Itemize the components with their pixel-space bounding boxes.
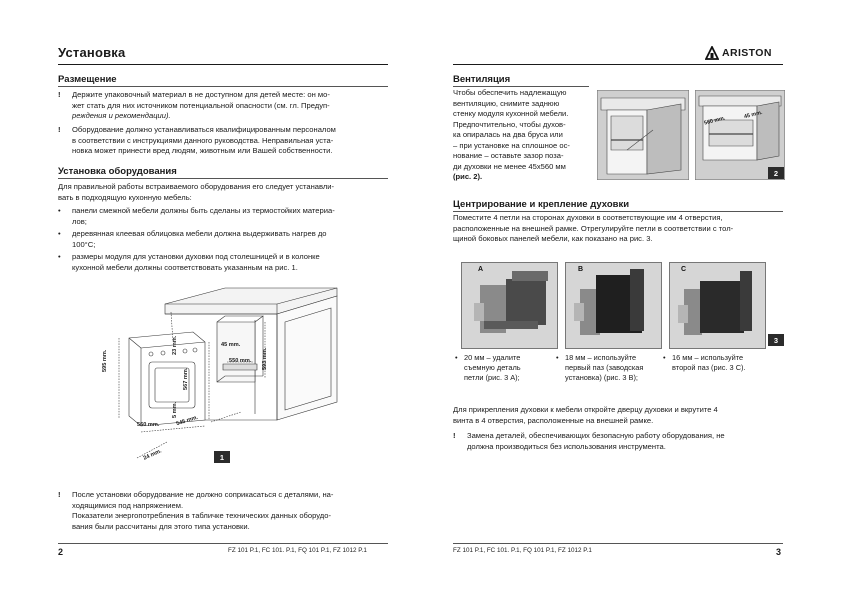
fixing-line: винта в 4 отверстия, расположенные на внешней рамке. bbox=[453, 415, 654, 425]
placement-note-2 bbox=[58, 125, 388, 157]
fixing-text bbox=[453, 405, 788, 426]
vent-line: – при установке на сплошное ос- bbox=[453, 140, 570, 150]
dim-560: 560 mm. bbox=[137, 422, 160, 428]
left-footer-models: FZ 101 P.1, FC 101. P.1, FQ 101 P.1, FZ 1012 P.1 bbox=[228, 547, 367, 554]
figure-3b-photo bbox=[565, 262, 662, 349]
warning-mark: ! bbox=[453, 431, 456, 440]
panel-c-label: C bbox=[681, 266, 687, 273]
caption-line: первый паз (заводская bbox=[565, 363, 644, 372]
fig2-dim-560: 560 mm. bbox=[703, 115, 726, 127]
bullet-line: лов; bbox=[72, 216, 87, 226]
note-line: После установки оборудование не должно соприкасаться с деталями, на- bbox=[72, 490, 334, 499]
vent-line: ка опиралась на два бруса или bbox=[453, 130, 563, 139]
panel-a-label: A bbox=[478, 266, 484, 273]
caption-line: 20 мм – удалите bbox=[464, 353, 521, 362]
hinge-photo-c bbox=[670, 263, 765, 348]
warning-mark: ! bbox=[58, 490, 61, 499]
ventilation-heading: Вентиляция bbox=[453, 74, 511, 85]
title-rule bbox=[58, 64, 388, 65]
install-bullet-1 bbox=[58, 206, 388, 227]
vent-line: нование – оставьте зазор поза- bbox=[453, 151, 564, 160]
install-heading: Установка оборудования bbox=[58, 166, 177, 177]
ventilation-rule bbox=[453, 86, 589, 87]
dim-5: 5 mm. bbox=[172, 401, 178, 418]
brand-logo bbox=[705, 46, 772, 60]
note-line: Показатели энергопотребления в табличке технических данных оборудо- bbox=[72, 511, 331, 520]
bullet-icon: • bbox=[455, 353, 458, 362]
dim-593: 593 mm. bbox=[262, 347, 268, 370]
vent-line: стенку модуля кухонной мебели. bbox=[453, 109, 569, 118]
vent-line: ди духовки не менее 45х560 мм bbox=[453, 161, 566, 171]
note-line: вания были рассчитаны для этого типа установки. bbox=[72, 521, 250, 531]
right-footer-models: FZ 101 P.1, FC 101. P.1, FQ 101 P.1, FZ 1012 P.1 bbox=[453, 547, 592, 554]
figure-1-drawing bbox=[105, 282, 350, 468]
caption-a bbox=[455, 353, 555, 383]
hinge-photo-a bbox=[462, 263, 557, 348]
placement-note-1 bbox=[58, 90, 388, 122]
warning-mark: ! bbox=[58, 90, 61, 99]
vent-line: Чтобы обеспечить надлежащую bbox=[453, 88, 567, 97]
note-line: Держите упаковочный материал в не доступном для детей месте: он мо- bbox=[72, 90, 330, 99]
figure-3a-photo bbox=[461, 262, 558, 349]
left-page-title: Установка bbox=[58, 45, 126, 60]
figure-2-badge: 2 bbox=[768, 167, 784, 179]
hinge-photo-b bbox=[566, 263, 661, 348]
brand-name: ARISTON bbox=[722, 47, 772, 59]
dim-23: 23 mm. bbox=[172, 335, 178, 355]
centering-heading: Центрирование и крепление духовки bbox=[453, 199, 630, 210]
figure-1-badge: 1 bbox=[214, 451, 230, 463]
figure-2-cabinet-left bbox=[597, 90, 689, 180]
bullet-line: кухонной мебели должны соответствовать указанным на рис. 1. bbox=[72, 262, 298, 272]
install-rule bbox=[58, 178, 388, 179]
dim-595: 595 mm. bbox=[102, 349, 108, 372]
caption-line: 18 мм – используйте bbox=[565, 353, 637, 362]
caption-c bbox=[663, 353, 767, 373]
install-bullet-2 bbox=[58, 229, 388, 250]
intro-line: Для правильной работы встраиваемого оборудования его следует устанавли- bbox=[58, 182, 335, 191]
bullet-icon: • bbox=[58, 206, 61, 215]
bullet-line: 100°С; bbox=[72, 239, 96, 249]
figure-3c-photo bbox=[669, 262, 766, 349]
fixing-line: Для прикрепления духовки к мебели откройте дверцу духовки и вкрутите 4 bbox=[453, 405, 718, 414]
bottom-note bbox=[58, 490, 388, 532]
caption-line: петли (рис. 3 А); bbox=[464, 373, 520, 382]
fig2-dim-45: 45 mm. bbox=[743, 109, 764, 121]
vent-line: вентиляцию, снимите заднюю bbox=[453, 98, 560, 108]
placement-rule bbox=[58, 86, 388, 87]
ventilation-text bbox=[453, 88, 593, 183]
centering-line: расположенные на внешней рамке. Отрегулируйте петли в соответствии с тол- bbox=[453, 223, 734, 233]
vent-line: (рис. 2). bbox=[453, 172, 483, 181]
note-line: новка может принести вред людям, животным или Вашей собственности. bbox=[72, 146, 333, 155]
bullet-icon: • bbox=[58, 229, 61, 238]
note-line: ходящимися под напряжением. bbox=[72, 500, 184, 510]
bullet-line: деревянная клеевая облицовка мебели должна выдерживать нагрев до bbox=[72, 229, 327, 238]
right-title-rule bbox=[453, 64, 783, 65]
replacement-warning bbox=[453, 431, 788, 452]
caption-line: 16 мм – используйте bbox=[672, 353, 744, 362]
note-line: жет стать для них источником потенциальной опасности (см. гл. Предуп- bbox=[72, 100, 330, 110]
centering-rule bbox=[453, 211, 783, 212]
dim-24: 24 mm. bbox=[142, 448, 163, 462]
bullet-line: панели смежной мебели должны быть сделаны из термостойких материа- bbox=[72, 206, 335, 215]
note-line: Оборудование должно устанавливаться квалифицированным персоналом bbox=[72, 125, 336, 134]
dim-567: 567 mm. bbox=[183, 367, 189, 390]
intro-line: вать в подходящую кухонную мебель: bbox=[58, 192, 192, 202]
figure-3-badge: 3 bbox=[768, 334, 784, 346]
centering-line: Поместите 4 петли на сторонах духовки в соответствующие им 4 отверстия, bbox=[453, 213, 723, 222]
caption-b bbox=[556, 353, 660, 383]
placement-heading: Размещение bbox=[58, 74, 117, 85]
centering-line: щиной боковых панелей мебели, как показано на рис. 3. bbox=[453, 234, 653, 243]
dim-550: 550 mm. bbox=[229, 358, 252, 364]
centering-text bbox=[453, 213, 788, 245]
caption-line: второй паз (рис. 3 С). bbox=[672, 363, 746, 372]
right-footer-rule bbox=[453, 543, 783, 544]
right-page-number: 3 bbox=[776, 547, 782, 557]
warning-line: Замена деталей, обеспечивающих безопасную работу оборудования, не bbox=[467, 431, 725, 440]
bullet-icon: • bbox=[556, 353, 559, 362]
caption-line: установка) (рис. 3 В); bbox=[565, 373, 638, 382]
bullet-icon: • bbox=[663, 353, 666, 362]
caption-line: съемную деталь bbox=[464, 363, 521, 372]
dim-45: 45 mm. bbox=[221, 342, 241, 348]
ariston-logo-icon bbox=[705, 46, 719, 60]
install-intro bbox=[58, 182, 388, 203]
left-page-number: 2 bbox=[58, 547, 64, 557]
warning-line: должна производиться без использования инструмента. bbox=[467, 441, 666, 451]
install-bullet-3 bbox=[58, 252, 388, 273]
left-footer-rule bbox=[58, 543, 388, 544]
note-line: в соответствии с инструкциями данного руководства. Неправильная уста- bbox=[72, 135, 334, 145]
bullet-line: размеры модуля для установки духовки под столешницей и в колонке bbox=[72, 252, 320, 261]
panel-b-label: B bbox=[578, 266, 584, 273]
bullet-icon: • bbox=[58, 252, 61, 261]
dim-545: 545 mm. bbox=[175, 414, 199, 428]
vent-line: Предпочтительно, чтобы духов- bbox=[453, 119, 566, 129]
note-line: реждения и рекомендации). bbox=[72, 111, 171, 120]
warning-mark: ! bbox=[58, 125, 61, 134]
